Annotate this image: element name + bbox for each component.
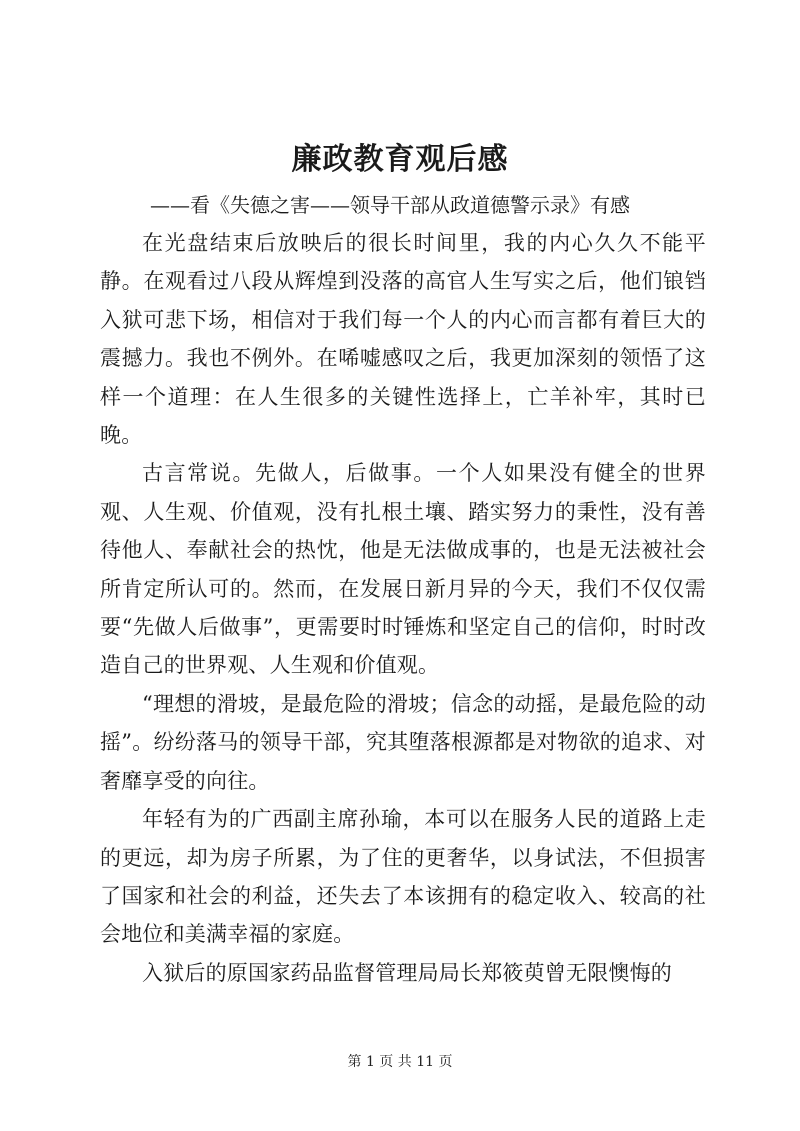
document-title: 廉政教育观后感 <box>291 142 509 177</box>
paragraph-4: 年轻有为的广西副主席孙瑜，本可以在服务人民的道路上走的更远，却为房子所累，为了住的更奢华，以身试法，不但损害了国家和社会的利益，还失去了本该拥有的稳定收入、较高的社会地位和美满幸福的家庭。 <box>100 807 706 947</box>
document-body <box>100 224 706 992</box>
document-subtitle: ——看《失德之害——领导干部从政道德警示录》有感 <box>150 193 630 217</box>
paragraph-5: 入狱后的原国家药品监督管理局局长郑筱萸曾无限懊悔的 <box>142 960 672 985</box>
paragraph-2: 古言常说。先做人，后做事。一个人如果没有健全的世界观、人生观、价值观，没有扎根土壤、踏实努力的秉性，没有善待他人、奉献社会的热忱，他是无法做成事的，也是无法被社会所肯定所认可的。然而，在发展日新月异的今天，我们不仅仅需要“先做人后做事”，更需要时时锤炼和坚定自己的信仰，时时改造自己的世界观、人生观和价值观。 <box>100 461 706 678</box>
paragraph-1: 在光盘结束后放映后的很长时间里，我的内心久久不能平静。在观看过八段从辉煌到没落的高官人生写实之后，他们锒铛入狱可悲下场，相信对于我们每一个人的内心而言都有着巨大的震撼力。我也不例外。在唏嘘感叹之后，我更加深刻的领悟了这样一个道理：在人生很多的关键性选择上，亡羊补牢，其时已晚。 <box>100 231 706 448</box>
paragraph-3: “理想的滑坡，是最危险的滑坡；信念的动摇，是最危险的动摇”。纷纷落马的领导干部，究其堕落根源都是对物欲的追求、对奢靡享受的向往。 <box>100 691 706 793</box>
page-number-footer: 第 1 页 共 11 页 <box>347 1054 453 1070</box>
